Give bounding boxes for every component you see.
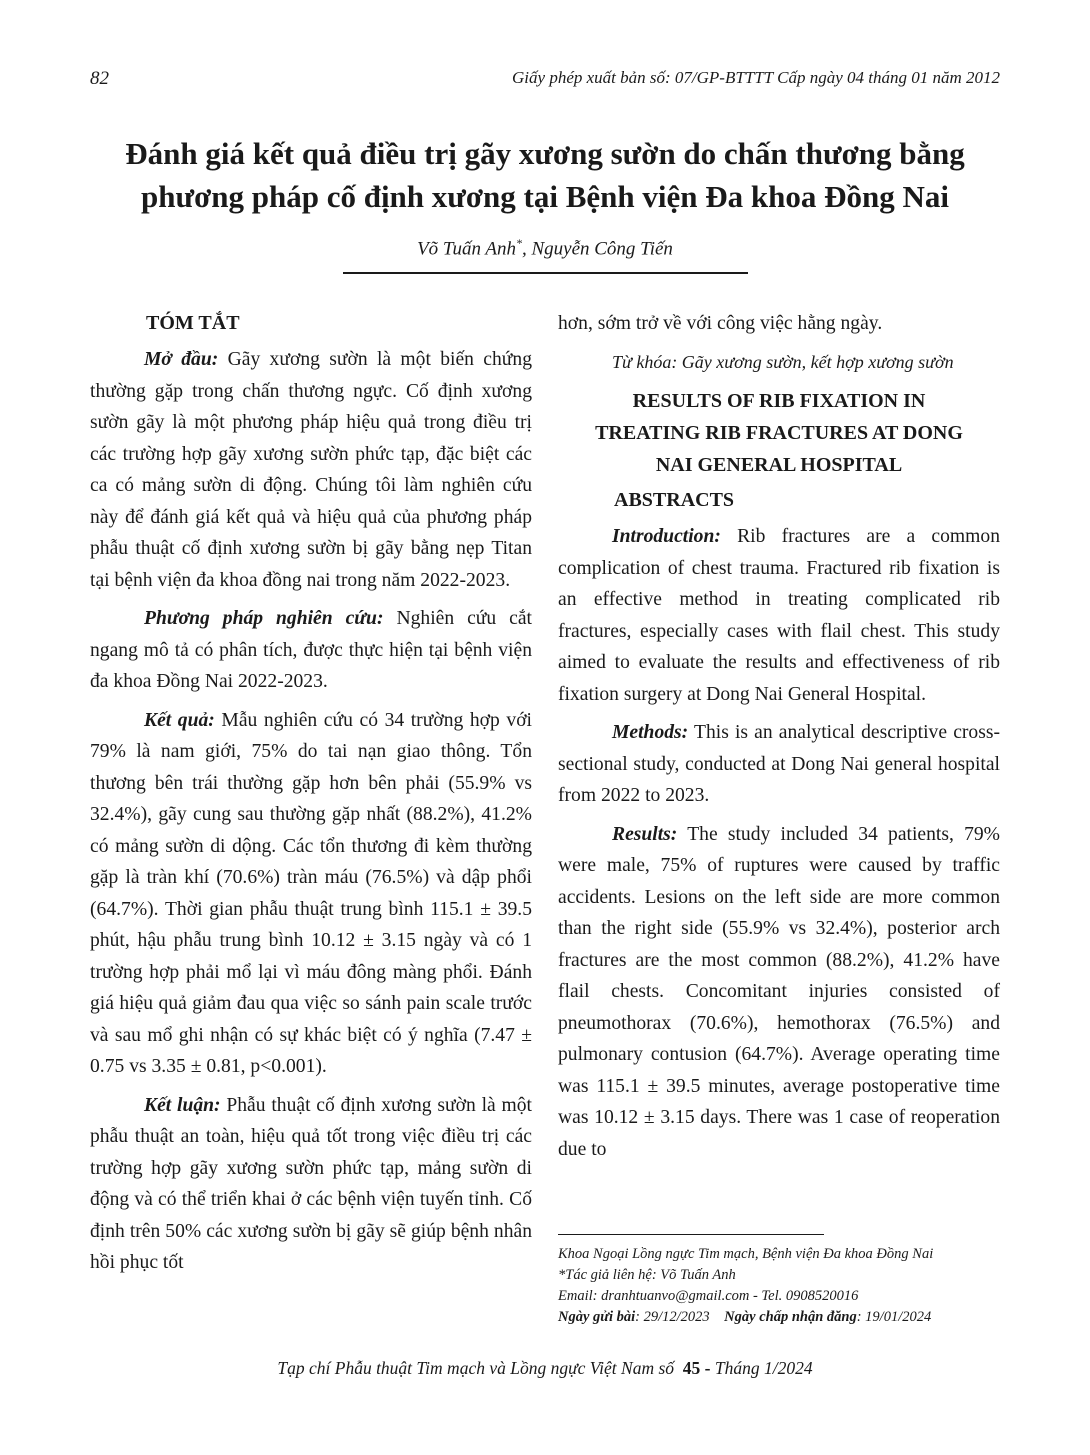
en-intro-text: Rib fractures are a common complication of chest trauma. Fractured rib fixation is an effective method in treating complicated rib fractures, especially cases with flail chest. This study aimed to evaluate the results and effectiveness of rib fixation surgery at Dong Nai General Hospital. bbox=[558, 526, 1000, 705]
english-title-line: TREATING RIB FRACTURES AT DONG bbox=[595, 422, 963, 444]
vi-results-label: Kết quả: bbox=[144, 709, 215, 731]
article-title-line: Đánh giá kết quả điều trị gãy xương sườn do chấn thương bằng bbox=[125, 136, 965, 171]
en-intro-paragraph bbox=[558, 521, 1000, 710]
issue-month: Tháng 1/2024 bbox=[714, 1358, 813, 1378]
page-number: 82 bbox=[90, 68, 109, 89]
vi-intro-text: Gãy xương sườn là một biến chứng thường gặp trong chấn thương ngực. Cố định xương sườn gãy là một phương pháp hiệu quả trong điều trị các trường hợp gãy xương sườn phức tạp, đặc biệt các ca có mảng sườn di động. Chúng tôi làm nghiên cứu này để đánh giá kết quả và hiệu quả của phương pháp phẫu thuật cố định xương sườn bị gãy bằng nẹp Titan tại bệnh viện đa khoa đồng nai trong năm 2022-2023. bbox=[90, 349, 532, 591]
en-methods-text: This is an analytical descriptive cross-sectional study, conducted at Dong Nai general hospital from 2022 to 2023. bbox=[558, 722, 1000, 806]
vi-keywords: Từ khóa: Gãy xương sườn, kết hợp xương sườn bbox=[612, 351, 954, 372]
footnote-contact: Email: dranhtuanvo@gmail.com - Tel. 0908520016 bbox=[558, 1288, 859, 1304]
vi-conclusion-continued: hơn, sớm trở về với công việc hằng ngày. bbox=[558, 313, 883, 334]
vi-methods-paragraph bbox=[90, 603, 532, 698]
english-title bbox=[558, 385, 1000, 481]
accepted-date: : 19/01/2024 bbox=[856, 1309, 932, 1325]
vi-results-text: Mẫu nghiên cứu có 34 trường hợp với 79% là nam giới, 75% do tai nạn giao thông. Tổn thương bên trái thường gặp hơn bên phải (55.9% vs 32.4%), gãy cung sau thường gặp nhất (88.2%), 41.2% có mảng sườn di dộng. Các tổn thương đi kèm thường gặp là tràn khí (70.6%) tràn máu (76.5%) và dập phổi (64.7%). Thời gian phẫu thuật trung bình 115.1 ± 39.5 phút, hậu phẫu trung bình 10.12 ± 3.15 ngày và có 1 trường hợp phải mổ lại vì máu đông màng phổi. Đánh giá hiệu quả giảm đau qua việc so sánh pain scale trước và sau mổ ghi nhận có sự khác biệt có ý nghĩa (7.47 ± 0.75 vs 3.35 ± 0.81, p<0.001). bbox=[90, 709, 533, 1077]
vi-results-paragraph bbox=[90, 705, 532, 1083]
vi-intro-paragraph bbox=[90, 344, 532, 596]
vi-conclusion-paragraph bbox=[90, 1090, 532, 1279]
journal-name: Tạp chí Phẫu thuật Tim mạch và Lồng ngực Việt Nam số bbox=[277, 1358, 675, 1378]
en-methods-paragraph bbox=[558, 717, 1000, 812]
publication-license: Giấy phép xuất bản số: 07/GP-BTTTT Cấp ngày 04 tháng 01 năm 2012 bbox=[512, 68, 1000, 87]
journal-footer bbox=[0, 1358, 1090, 1379]
footnote-dates bbox=[558, 1307, 1008, 1328]
footnote-corresponding-author: *Tác giả liên hệ: Võ Tuấn Anh bbox=[558, 1267, 736, 1283]
vi-intro-label: Mở đầu: bbox=[144, 349, 219, 370]
en-results-paragraph bbox=[558, 819, 1000, 1166]
issue-separator: - bbox=[700, 1358, 715, 1378]
author-separator: , bbox=[521, 238, 532, 260]
author-name: Võ Tuấn Anh bbox=[417, 238, 516, 260]
footnote-divider bbox=[558, 1234, 824, 1235]
vi-methods-label: Phương pháp nghiên cứu: bbox=[144, 608, 384, 629]
english-title-line: RESULTS OF RIB FIXATION IN bbox=[632, 390, 926, 412]
accepted-label: Ngày chấp nhận đăng bbox=[724, 1309, 857, 1325]
footnotes bbox=[558, 1244, 1008, 1328]
en-abstract-heading: ABSTRACTS bbox=[614, 489, 735, 511]
author-list bbox=[0, 236, 1090, 260]
footnote-affiliation: Khoa Ngoại Lồng ngực Tim mạch, Bệnh viện Đa khoa Đồng Nai bbox=[558, 1246, 934, 1262]
vi-abstract-heading: TÓM TẮT bbox=[146, 312, 240, 334]
article-title-line: phương pháp cố định xương tại Bệnh viện Đa khoa Đồng Nai bbox=[140, 179, 950, 214]
author-name: Nguyễn Công Tiến bbox=[531, 238, 673, 260]
vi-conclusion-text: Phẫu thuật cố định xương sườn là một phẫu thuật an toàn, hiệu quả tốt trong việc điều trị các trường hợp gãy xương sườn phức tạp, mảng sườn di động và có thể triển khai ở các bệnh viện tuyến tỉnh. Cố định trên 50% các xương sườn bị gãy sẽ giúp bệnh nhân hồi phục tốt bbox=[90, 1094, 532, 1273]
title-divider bbox=[343, 272, 748, 274]
en-intro-label: Introduction: bbox=[612, 526, 721, 547]
left-column bbox=[90, 308, 532, 1286]
corresponding-mark: * bbox=[515, 236, 522, 250]
english-title-line: NAI GENERAL HOSPITAL bbox=[655, 454, 903, 476]
received-label: Ngày gửi bài bbox=[558, 1309, 636, 1325]
received-date: : 29/12/2023 bbox=[635, 1309, 710, 1325]
issue-number: 45 bbox=[682, 1358, 701, 1378]
vi-methods-text: Nghiên cứu cắt ngang mô tả có phân tích, được thực hiện tại bệnh viện đa khoa Đồng Nai 2022-2023. bbox=[90, 608, 532, 692]
en-results-text: The study included 34 patients, 79% were male, 75% of ruptures were caused by traffic accidents. Lesions on the left side are more common than the right side (55.9% vs 32.4%), posterior arch fractures are the most common (88.2%), 41.2% have flail chests. Concomitant injuries consisted of pneumothorax (70.6%), hemothorax (76.5%) and pulmonary contusion (64.7%). Average operating time was 115.1 ± 39.5 minutes, average postoperative time was 10.12 ± 3.15 days. There was 1 case of reoperation due to bbox=[558, 823, 1000, 1160]
right-column bbox=[558, 308, 1000, 1172]
en-methods-label: Methods: bbox=[612, 722, 689, 743]
article-title bbox=[60, 132, 1030, 218]
vi-conclusion-label: Kết luận: bbox=[144, 1094, 221, 1116]
en-results-label: Results: bbox=[612, 823, 678, 845]
